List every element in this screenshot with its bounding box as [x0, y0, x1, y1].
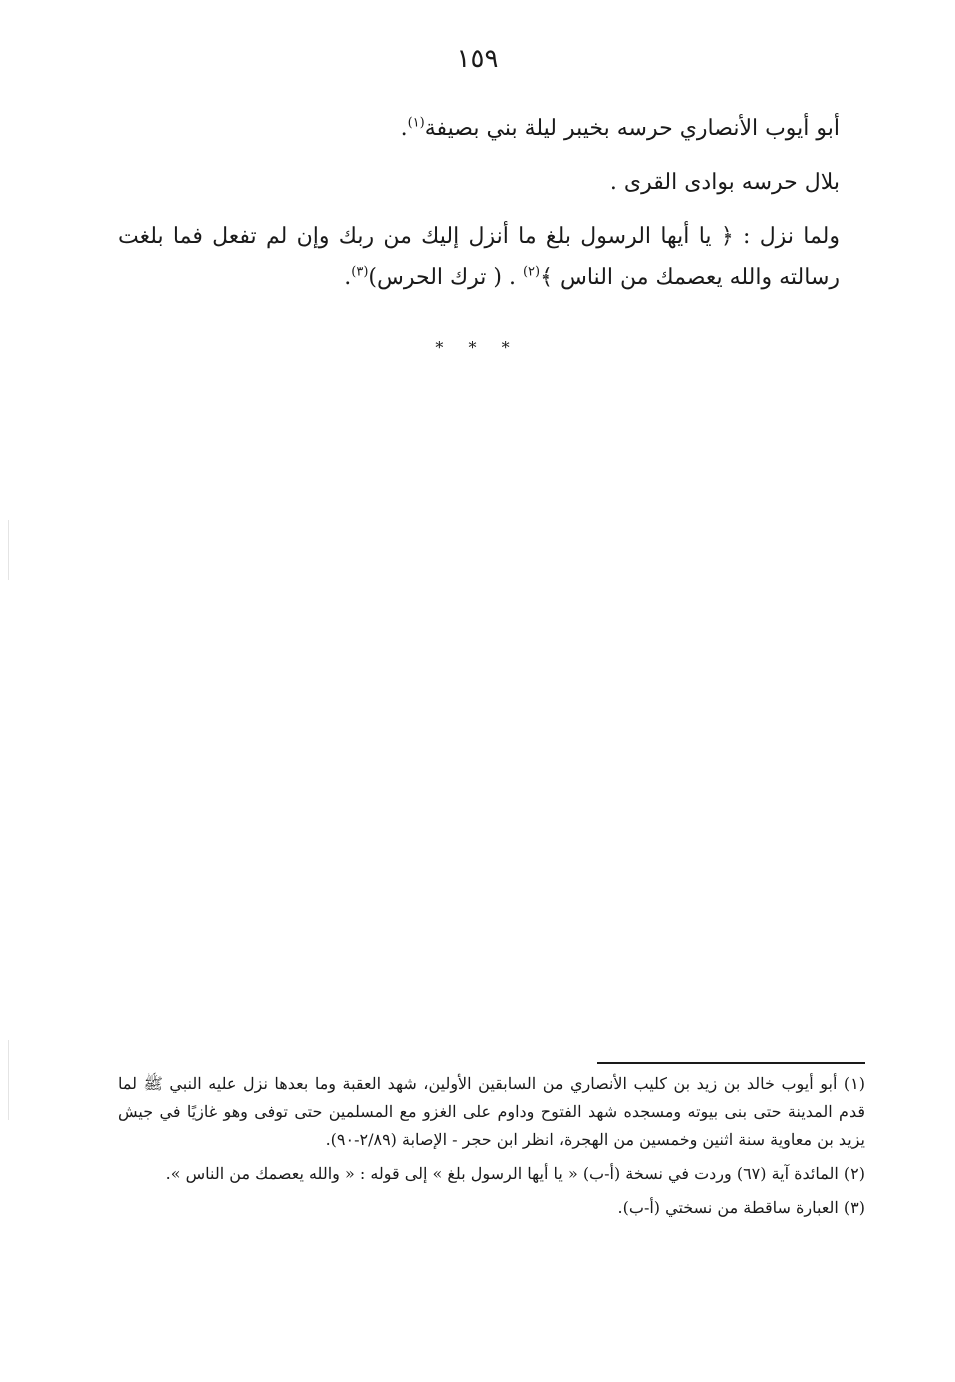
paragraph-end: . [400, 116, 408, 141]
footnote-ref-2[interactable]: (٢) [522, 265, 541, 281]
footnote-1: (١) أبو أيوب خالد بن زيد بن كليب الأنصاري من السابقين الأولين، شهد العقبة وما بعدها نزل عليه النبي ﷺ لما قدم المدينة حتى بنى بيوته ومسجده شهد الفتوح وداوم على الغزو مع المسلمين حتى توفى وهو غازيًا في جيش يزيد بن معاوية سنة اثنين وخمسين من الهجرة، انظر ابن حجر - الإصابة (٢/٨٩-٩٠). [118, 1074, 865, 1149]
footnote-divider [597, 1062, 865, 1064]
footnote-3: (٣) العبارة ساقطة من نسختي (أ-ب). [617, 1198, 865, 1217]
paragraph-text: أبو أيوب الأنصاري حرسه بخيبر ليلة بني بصيفة [424, 116, 840, 141]
scan-edge-mark [8, 1040, 9, 1120]
paragraph-text-continued: . ( ترك الحرس) [368, 265, 523, 291]
paragraph-text: بلال حرسه بوادى القرى . [609, 169, 840, 195]
footnote-2: (٢) المائدة آية (٦٧) وردت في نسخة (أ-ب) « يا أيها الرسول بلغ » إلى قوله : « والله يعصمك من الناس ». [165, 1164, 865, 1183]
paragraph-abu-ayyub [118, 108, 840, 150]
page-number: ١٥٩ [456, 44, 499, 74]
footnotes [118, 1070, 865, 1228]
scan-edge-mark [8, 520, 9, 580]
paragraph-text: ولما نزل : ﴿ يا أيها الرسول بلغ ما أنزل إليك من ربك وإن لم تفعل فما بلغت رسالته والله يعصمك من الناس ﴾ [118, 223, 840, 291]
footnote-ref-3[interactable]: (٣) [351, 265, 369, 281]
section-separator: * * * [435, 338, 520, 357]
paragraph-verse [118, 216, 840, 300]
footnote-ref-1[interactable]: (١) [407, 115, 425, 131]
main-text [118, 108, 840, 311]
paragraph-bilal [118, 162, 840, 204]
paragraph-end: . [344, 265, 352, 291]
